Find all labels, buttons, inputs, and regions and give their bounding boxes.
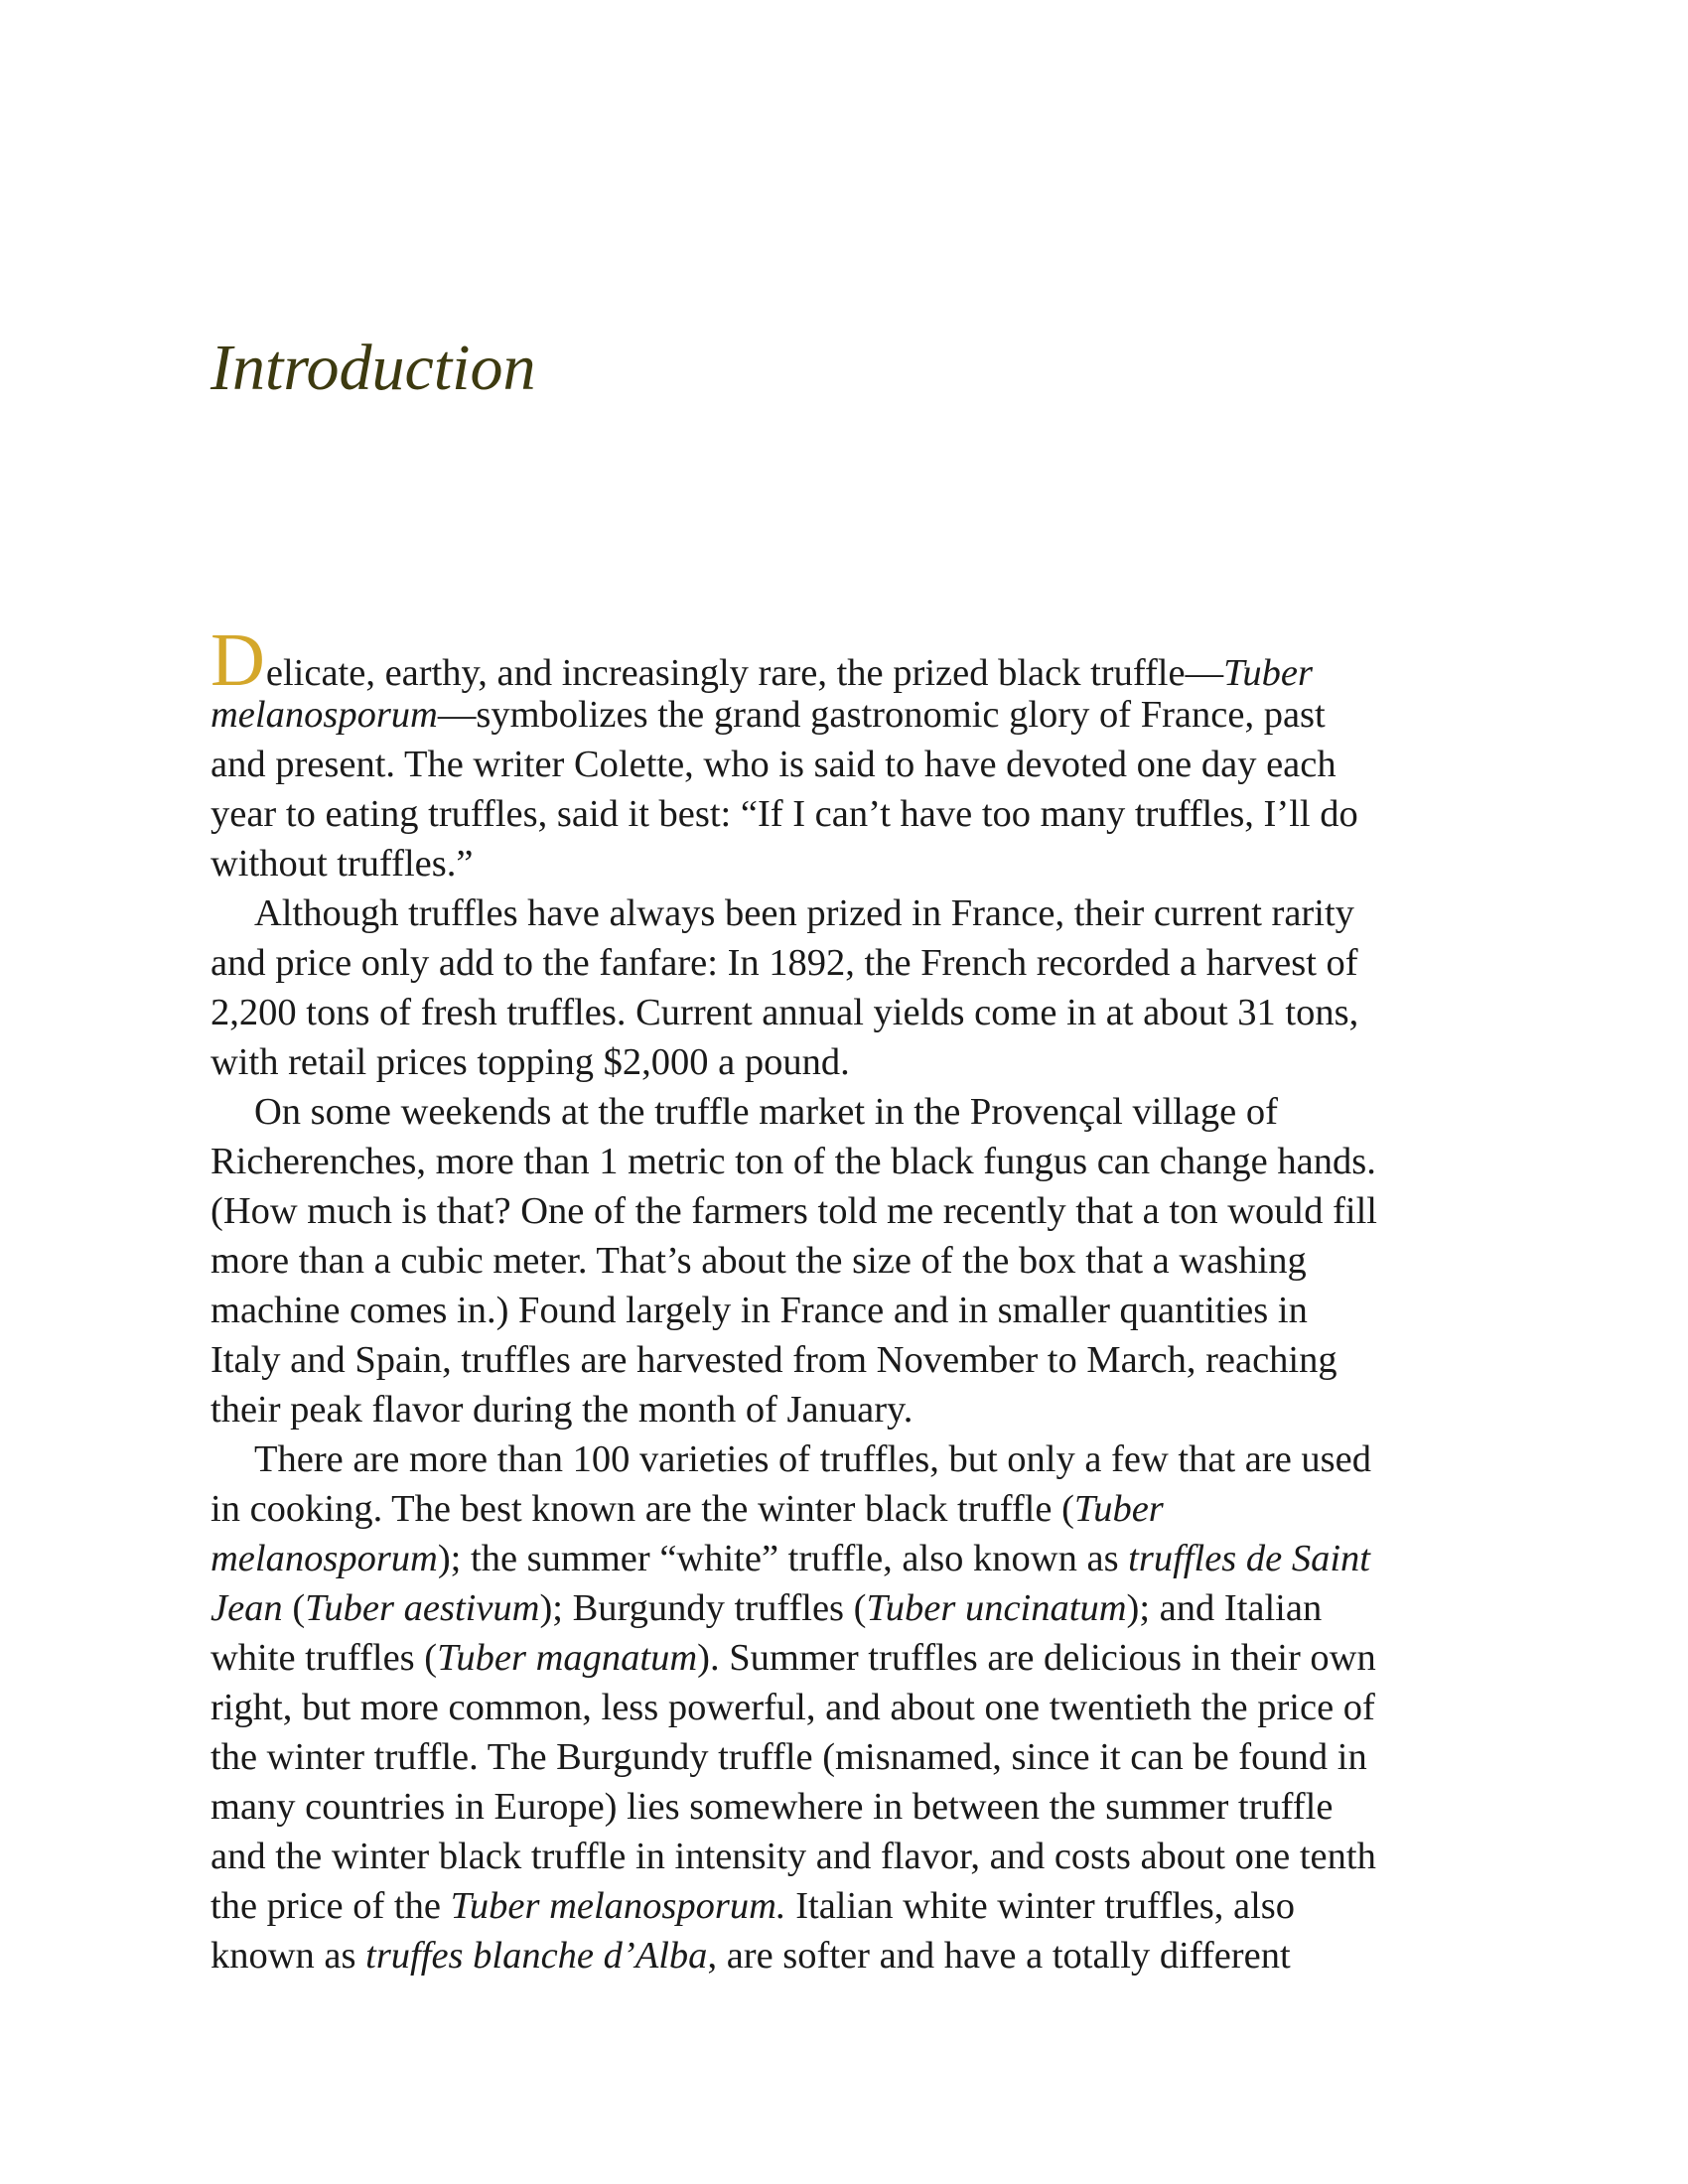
text-run: ). Summer truffles are delicious in their own — [697, 1637, 1376, 1679]
italic-run: truffles de Saint — [1128, 1538, 1370, 1579]
text-line: 2,200 tons of fresh truffles. Current annual yields come in at about 31 tons, — [211, 992, 1359, 1033]
text-run: —symbolizes the grand gastronomic glory of France, past — [437, 694, 1326, 736]
text-line: Although truffles have always been prized in France, their current rarity — [254, 892, 1354, 934]
text-line: without truffles.” — [211, 843, 474, 885]
paragraph-1 — [211, 618, 1491, 888]
chapter-title: Introduction — [211, 332, 536, 404]
text-line: the winter truffle. The Burgundy truffle (misnamed, since it can be found in — [211, 1736, 1367, 1778]
text-line: Richerenches, more than 1 metric ton of the black fungus can change hands. — [211, 1141, 1376, 1182]
text-line: Italy and Spain, truffles are harvested from November to March, reaching — [211, 1339, 1337, 1381]
text-line: (How much is that? One of the farmers told me recently that a ton would fill — [211, 1190, 1377, 1232]
text-run: white truffles ( — [211, 1637, 438, 1679]
italic-run: Tuber magnatum — [437, 1637, 698, 1679]
text-line: their peak flavor during the month of January. — [211, 1389, 914, 1431]
text-line — [211, 1931, 1491, 1980]
text-line: more than a cubic meter. That’s about the size of the box that a washing — [211, 1240, 1307, 1282]
text-line: year to eating truffles, said it best: “If I can’t have too many truffles, I’ll do — [211, 793, 1358, 835]
text-run: elicate, earthy, and increasingly rare, the prized black truffle— — [265, 652, 1224, 694]
italic-run: Tuber melanosporum. — [450, 1885, 786, 1927]
italic-run: Tuber aestivum — [305, 1587, 540, 1629]
text-run: ); the summer “white” truffle, also known as — [437, 1538, 1129, 1579]
text-line — [211, 618, 1491, 702]
text-line — [211, 690, 1491, 740]
text-run: ); and Italian — [1126, 1587, 1323, 1629]
italic-run: Tuber — [1223, 652, 1313, 694]
paragraph-3 — [211, 1087, 1491, 1434]
text-line: machine comes in.) Found largely in France and in smaller quantities in — [211, 1290, 1308, 1331]
text-line — [211, 1534, 1491, 1583]
text-line: There are more than 100 varieties of truffles, but only a few that are used — [254, 1438, 1371, 1480]
text-line — [211, 1484, 1491, 1534]
drop-cap: D — [211, 618, 265, 702]
text-line: and the winter black truffle in intensity and flavor, and costs about one tenth — [211, 1836, 1376, 1877]
italic-run: Jean — [211, 1587, 283, 1629]
text-run: , are softer and have a totally different — [707, 1935, 1291, 1977]
text-run: known as — [211, 1935, 366, 1977]
text-line: and price only add to the fanfare: In 1892, the French recorded a harvest of — [211, 942, 1358, 984]
paragraph-4 — [211, 1434, 1491, 1980]
italic-run: melanosporum — [211, 694, 438, 736]
text-line — [211, 1633, 1491, 1683]
text-line: many countries in Europe) lies somewhere in between the summer truffle — [211, 1786, 1334, 1828]
text-line — [211, 1881, 1491, 1931]
italic-run: melanosporum — [211, 1538, 438, 1579]
paragraph-2 — [211, 888, 1491, 1087]
text-run: ); Burgundy truffles ( — [539, 1587, 867, 1629]
text-run: the price of the — [211, 1885, 451, 1927]
text-line: with retail prices topping $2,000 a pound. — [211, 1041, 850, 1083]
text-run: Italian white winter truffles, also — [785, 1885, 1296, 1927]
italic-run: truffes blanche d’Alba — [365, 1935, 708, 1977]
italic-run: Tuber uncinatum — [866, 1587, 1127, 1629]
body-text — [211, 618, 1491, 1980]
text-run: in cooking. The best known are the winter black truffle ( — [211, 1488, 1074, 1530]
text-line — [211, 1583, 1491, 1633]
text-run: ( — [282, 1587, 306, 1629]
italic-run: Tuber — [1073, 1488, 1164, 1530]
text-line: right, but more common, less powerful, and about one twentieth the price of — [211, 1687, 1375, 1728]
text-line: On some weekends at the truffle market in the Provençal village of — [254, 1091, 1278, 1133]
text-line: and present. The writer Colette, who is said to have devoted one day each — [211, 744, 1336, 785]
